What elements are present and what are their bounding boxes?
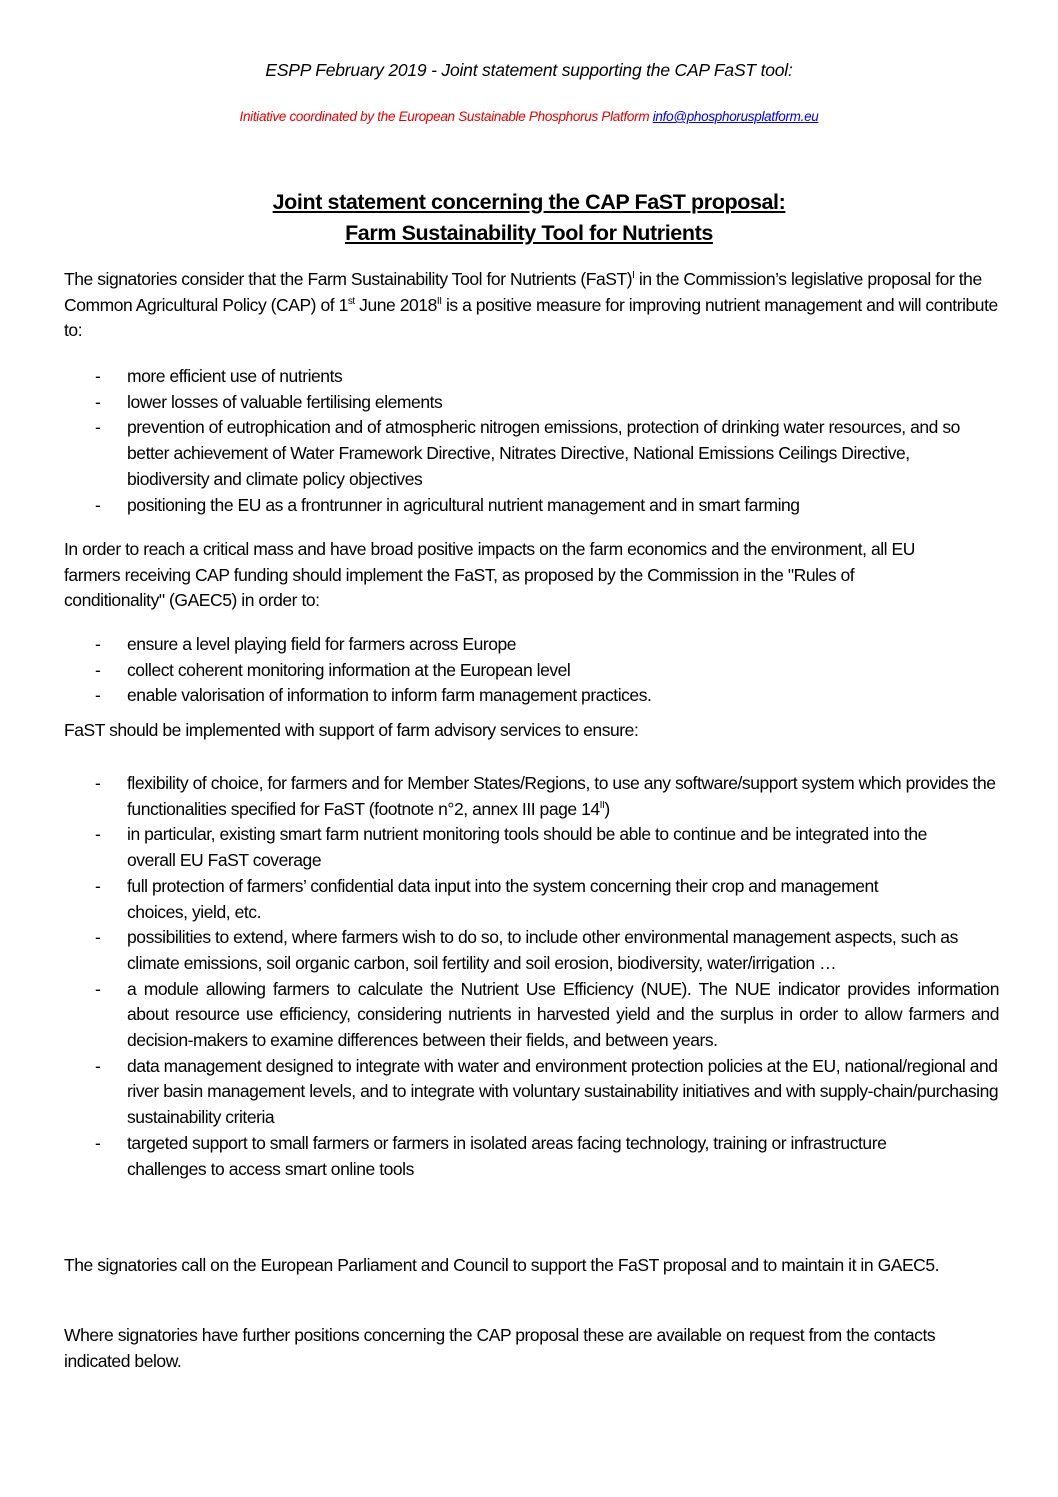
positions-paragraph <box>64 1323 999 1374</box>
ordinal-suffix: st <box>347 295 355 307</box>
paragraph-text: Where signatories have further positions concerning the CAP proposal these are available on request from the contacts indicated below. <box>64 1325 936 1371</box>
bullet-dash: - <box>95 417 101 438</box>
paragraph-text: The signatories call on the European Parliament and Council to support the FaST proposal and to maintain it in GAEC5. <box>64 1255 940 1275</box>
title-line-1: Joint statement concerning the CAP FaST proposal: <box>272 190 786 214</box>
contribute-list <box>64 364 999 518</box>
list-item-text: prevention of eutrophication and of atmospheric nitrogen emissions, protection of drinking water resources, and so better achievement of Water Framework Directive, Nitrates Directive, National Emissions Ceilings Directive, biodiversity and climate policy objectives <box>127 417 960 489</box>
list-item-text: positioning the EU as a frontrunner in agricultural nutrient management and in smart farming <box>127 494 800 515</box>
list-item <box>64 1054 999 1131</box>
bullet-dash: - <box>95 824 101 845</box>
list-item <box>64 364 999 390</box>
list-item-text: enable valorisation of information to inform farm management practices. <box>127 685 652 706</box>
intro-text-4: is a positive measure for improving nutrient management and will contribute to: <box>64 294 998 341</box>
call-paragraph <box>64 1253 999 1279</box>
page-title <box>0 187 1058 249</box>
bullet-dash: - <box>95 659 101 680</box>
intro-text-3: June 2018 <box>354 294 437 315</box>
footnote-ref-1: I <box>632 270 635 281</box>
list-item <box>64 415 999 492</box>
paragraph-text: In order to reach a critical mass and have broad positive impacts on the farm economics and the environment, all EU farmers receiving CAP funding should implement the FaST, as proposed by the Commission in the "Rules of conditionality" (GAEC5) in order to: <box>64 539 915 611</box>
conditionality-list <box>64 632 999 709</box>
bullet-dash: - <box>95 1132 101 1153</box>
list-item <box>64 822 999 873</box>
title-line-2: Farm Sustainability Tool for Nutrients <box>345 221 713 245</box>
email-link[interactable]: info@phosphorusplatform.eu <box>652 109 819 124</box>
bullet-dash: - <box>95 634 101 654</box>
list-item <box>64 874 999 925</box>
list-item <box>64 632 999 658</box>
bullet-dash: - <box>95 494 101 515</box>
list-item-text: flexibility of choice, for farmers and for Member States/Regions, to use any software/support system which provides the functionalities specified for FaST (footnote n°2, annex III page 14 <box>127 773 996 819</box>
bullet-dash: - <box>95 366 101 386</box>
list-item-text: in particular, existing smart farm nutrient monitoring tools should be able to continue and be integrated into the overall EU FaST coverage <box>127 824 927 871</box>
list-item-text: collect coherent monitoring information at the European level <box>127 659 571 680</box>
paragraph-text: FaST should be implemented with support of farm advisory services to ensure: <box>64 720 639 740</box>
advisory-paragraph <box>64 718 999 744</box>
footnote-ref-2: II <box>436 295 442 307</box>
list-item-text: a module allowing farmers to calculate the Nutrient Use Efficiency (NUE). The NUE indicator provides information about resource use efficiency, considering nutrients in harvested yield and the surplus in order to allow farmers and decision-makers to examine differences between their fields, and between years. <box>127 978 999 1051</box>
list-item <box>64 683 999 709</box>
advisory-list <box>64 771 999 1182</box>
intro-text-2: in the Commission’s legislative proposal for the Common Agricultural Policy (CAP) of 1 <box>64 269 982 315</box>
list-item-text: full protection of farmers’ confidential data input into the system concerning their crop and management choices, yield, etc. <box>127 875 879 922</box>
list-item-text: more efficient use of nutrients <box>127 366 343 386</box>
list-item <box>64 658 999 684</box>
list-item <box>64 771 999 822</box>
list-item-text-end: ) <box>604 798 610 819</box>
bullet-dash: - <box>95 978 101 999</box>
header-title: ESPP February 2019 - Joint statement supporting the CAP FaST tool: <box>265 60 793 80</box>
list-item <box>64 1131 999 1182</box>
list-item-text: targeted support to small farmers or farmers in isolated areas facing technology, training or infrastructure challenges to access smart online tools <box>127 1132 887 1179</box>
bullet-dash: - <box>95 685 101 706</box>
list-item-text: lower losses of valuable fertilising elements <box>127 391 443 412</box>
list-item <box>64 925 999 976</box>
list-item-text: possibilities to extend, where farmers wish to do so, to include other environmental management aspects, such as climate emissions, soil organic carbon, soil fertility and soil erosion, biodiversity, water/irrigation … <box>127 927 958 973</box>
list-item <box>64 493 999 519</box>
initiative-line <box>0 109 1058 124</box>
footnote-ref: II <box>599 799 605 811</box>
bullet-dash: - <box>95 1055 101 1076</box>
bullet-dash: - <box>95 875 101 896</box>
bullet-dash: - <box>95 773 101 793</box>
intro-text-1: The signatories consider that the Farm Sustainability Tool for Nutrients (FaST) <box>64 269 633 289</box>
list-item-text: ensure a level playing field for farmers across Europe <box>127 634 517 654</box>
intro-paragraph <box>64 267 999 344</box>
list-item <box>64 390 999 416</box>
initiative-text: Initiative coordinated by the European Sustainable Phosphorus Platform <box>239 109 653 124</box>
bullet-dash: - <box>95 391 101 412</box>
bullet-dash: - <box>95 927 101 948</box>
list-item-text: data management designed to integrate with water and environment protection policies at the EU, national/regional and river basin management levels, and to integrate with voluntary sustainability initiatives and with supply-chain/purchasing sustainability criteria <box>127 1055 999 1128</box>
list-item <box>64 977 999 1054</box>
critical-mass-paragraph <box>64 537 944 614</box>
